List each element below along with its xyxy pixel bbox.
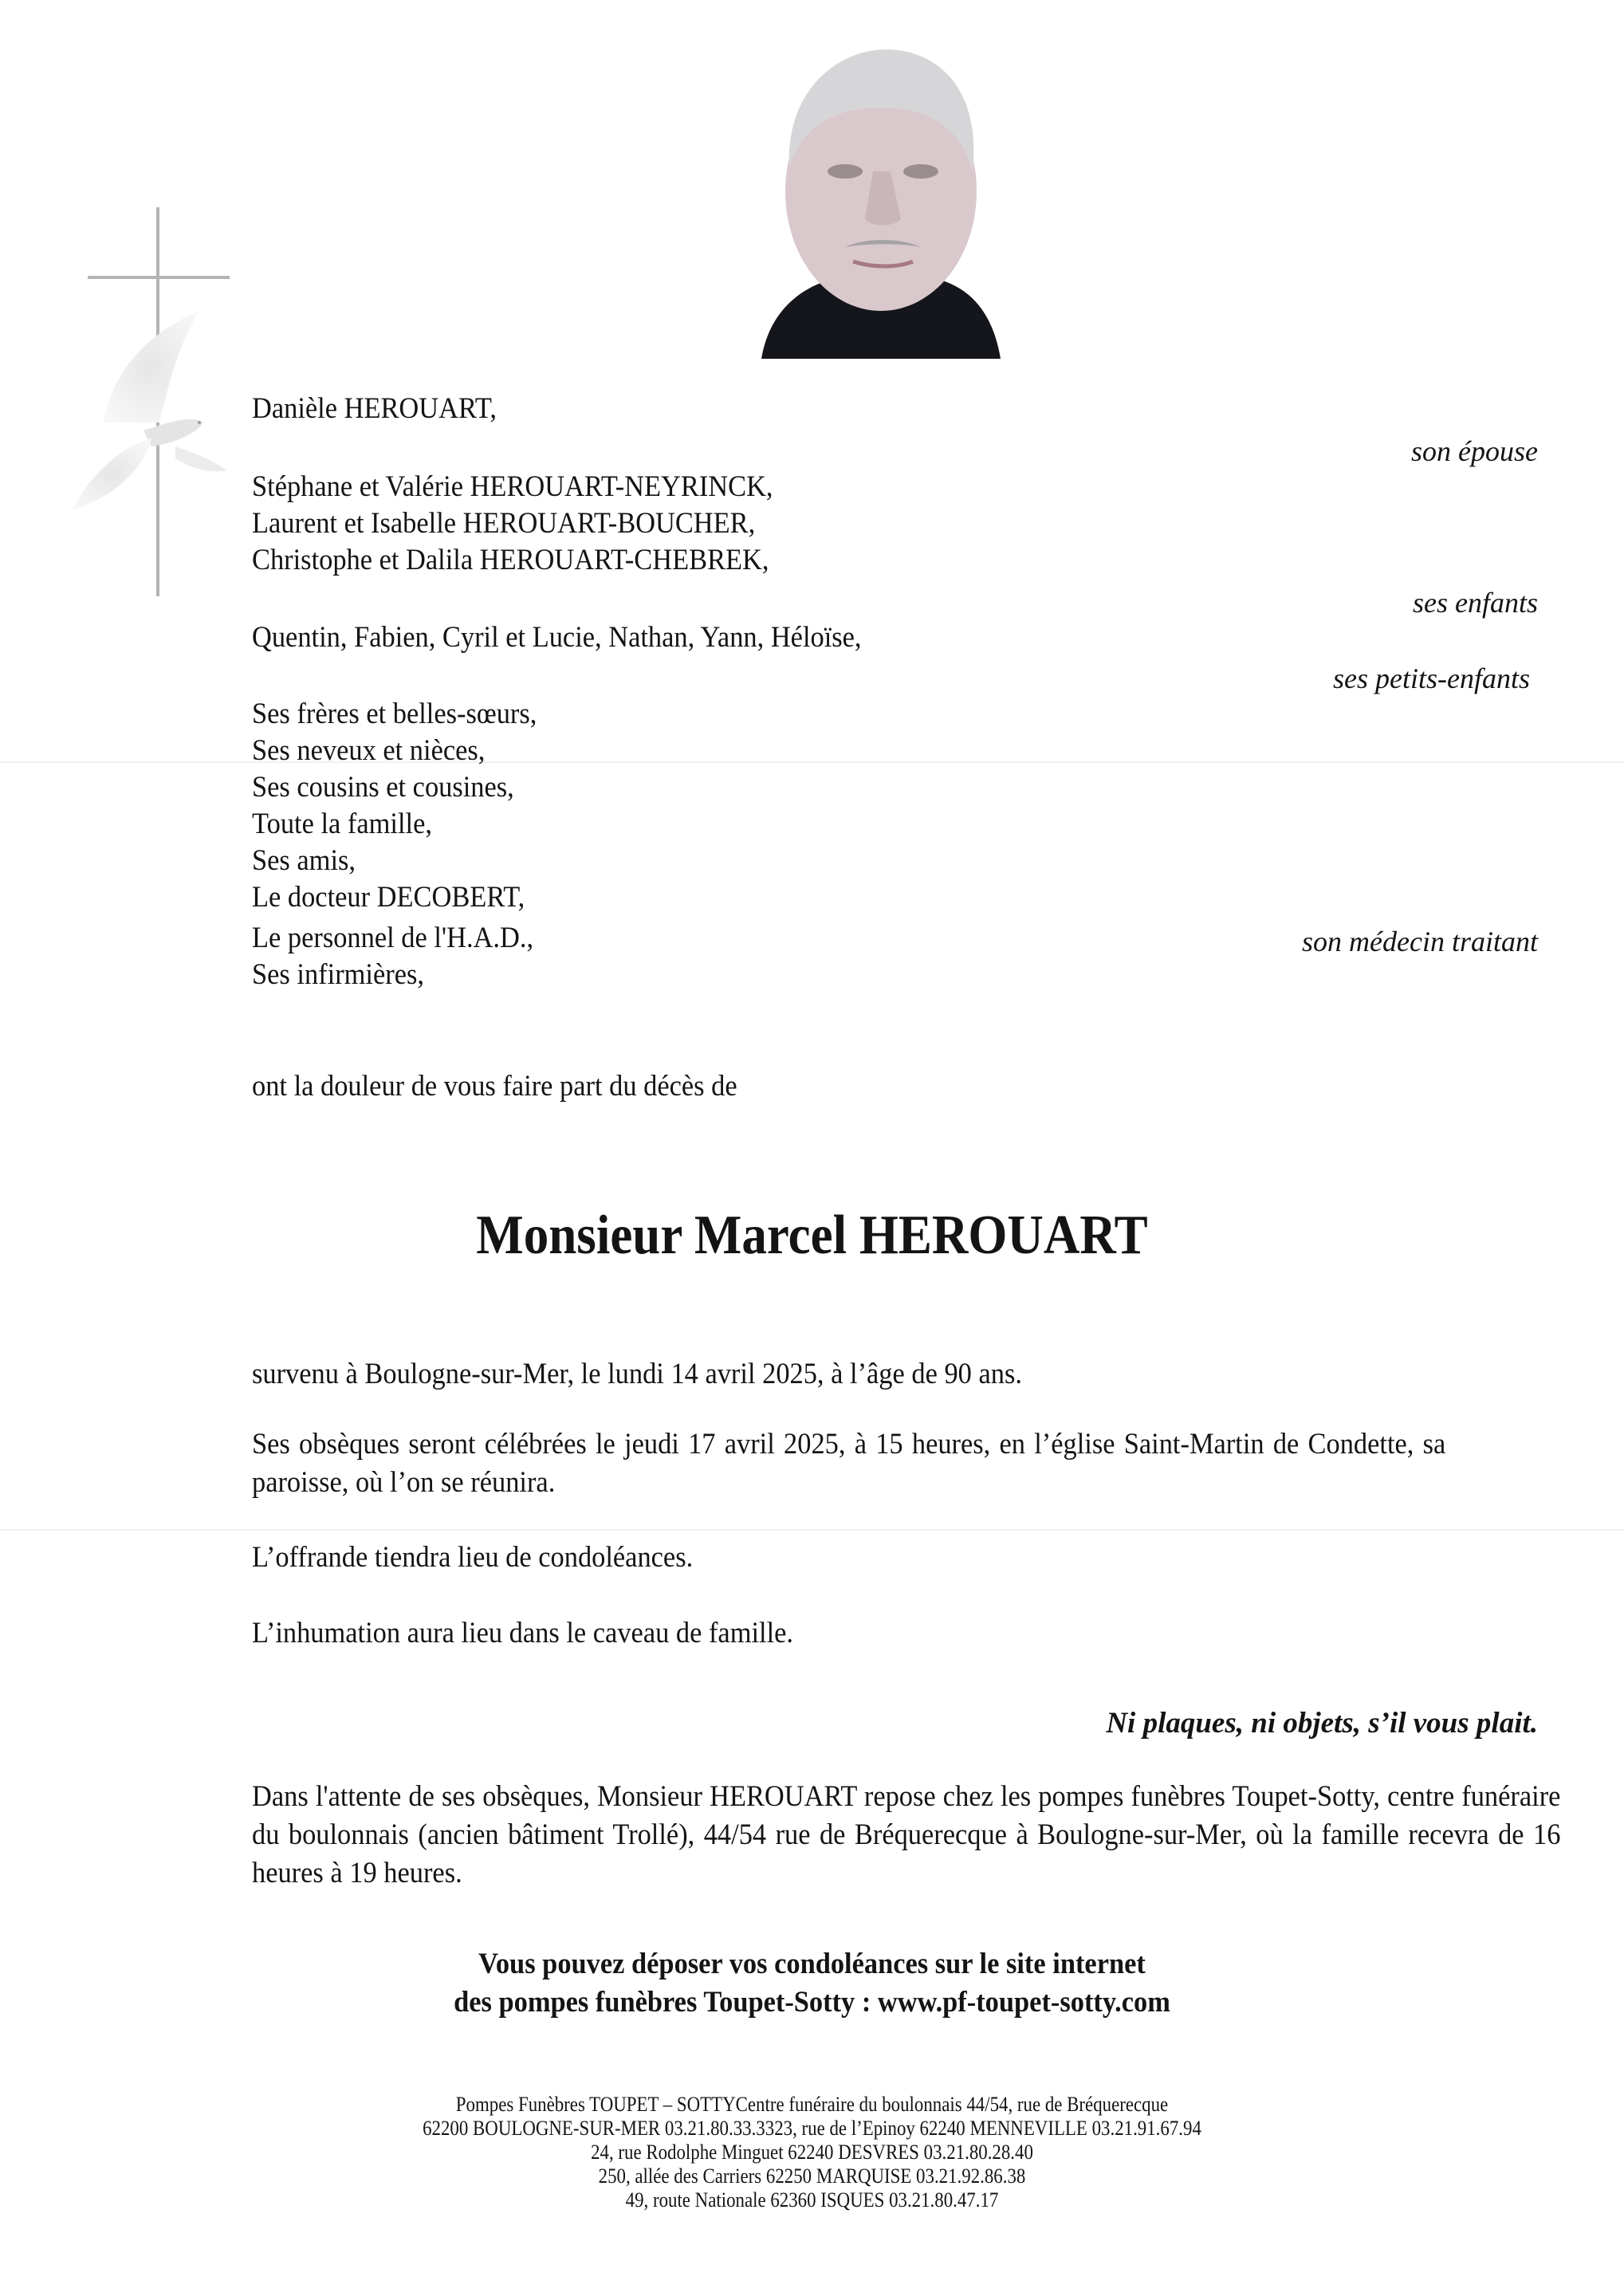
family-spouse	[252, 391, 497, 427]
paragraph-resting: Dans l'attente de ses obsèques, Monsieur HEROUART repose chez les pompes funèbres Toupet-Sotty, centre funéraire du boulonnais (ancien bâtiment Trollé), 44/54 rue de Bréquerecque à Boulogne-sur-Mer, où la famille recevra de 16 heures à 19 heures.	[252, 1780, 1561, 1889]
family-name-line: Toute la famille,	[252, 808, 432, 840]
family-name-line: Quentin, Fabien, Cyril et Lucie, Nathan, Yann, Héloïse,	[252, 621, 862, 654]
family-name-line: Christophe et Dalila HEROUART-CHEBREK,	[252, 544, 769, 576]
condolences-notice	[57, 1945, 1567, 2022]
role-label: ses petits-enfants	[1333, 662, 1530, 694]
family-grandchildren	[252, 619, 862, 656]
announcement-text: ont la douleur de vous faire part du décès de	[252, 1070, 737, 1103]
footer-line: 49, route Nationale 62360 ISQUES 03.21.80.47.17	[625, 2188, 999, 2211]
scan-line	[0, 761, 1624, 763]
condolences-website-link[interactable]: des pompes funèbres Toupet-Sotty : www.pf-toupet-sotty.com	[454, 1986, 1170, 2019]
cross-bar	[88, 276, 230, 279]
paragraph-offering: L’offrande tiendra lieu de condoléances.	[252, 1541, 694, 1574]
scan-line	[0, 1529, 1624, 1531]
family-children	[252, 469, 773, 579]
paragraph-burial: L’inhumation aura lieu dans le caveau de famille.	[252, 1617, 794, 1649]
family-name-line: Ses infirmières,	[252, 958, 424, 991]
paragraph-funeral: Ses obsèques seront célébrées le jeudi 17 avril 2025, à 15 heures, en l’église Saint-Martin de Condette, sa paroisse, où l’on se réunira.	[252, 1428, 1446, 1499]
family-name-line: Laurent et Isabelle HEROUART-BOUCHER,	[252, 507, 756, 540]
dove-icon	[56, 303, 231, 534]
role-label: son médecin traitant	[1302, 926, 1538, 957]
condolences-line: Vous pouvez déposer vos condoléances sur le site internet	[478, 1948, 1146, 1980]
footer-line: 24, rue Rodolphe Minguet 62240 DESVRES 03.21.80.28.40	[591, 2141, 1033, 2164]
portrait-photo	[753, 32, 1013, 359]
footer-line: 62200 BOULOGNE-SUR-MER 03.21.80.33.3323, rue de l’Epinoy 62240 MENNEVILLE 03.21.91.67.94	[423, 2117, 1201, 2140]
family-name-line: Danièle HEROUART,	[252, 392, 497, 425]
footer-addresses	[0, 2093, 1624, 2212]
footer-line: Pompes Funèbres TOUPET – SOTTYCentre funéraire du boulonnais 44/54, rue de Bréquerecque	[455, 2093, 1169, 2116]
no-flowers-note: Ni plaques, ni objets, s’il vous plait.	[1106, 1707, 1538, 1740]
deceased-name: Monsieur Marcel HEROUART	[476, 1205, 1148, 1266]
family-name-line: Ses amis,	[252, 844, 356, 877]
family-name-line: Stéphane et Valérie HEROUART-NEYRINCK,	[252, 470, 773, 503]
role-label: son épouse	[1411, 435, 1538, 467]
family-name-line: Ses neveux et nièces,	[252, 734, 486, 767]
family-relatives	[252, 696, 537, 916]
role-label: ses enfants	[1413, 587, 1538, 619]
family-name-line: Ses cousins et cousines,	[252, 771, 514, 804]
paragraph-death: survenu à Boulogne-sur-Mer, le lundi 14 avril 2025, à l’âge de 90 ans.	[252, 1358, 1022, 1390]
family-name-line: Le personnel de l'H.A.D.,	[252, 922, 534, 954]
family-care-staff	[252, 920, 533, 993]
family-name-line: Ses frères et belles-sœurs,	[252, 698, 537, 730]
footer-line: 250, allée des Carriers 62250 MARQUISE 03.21.92.86.38	[598, 2164, 1026, 2188]
family-name-line: Le docteur DECOBERT,	[252, 881, 525, 914]
